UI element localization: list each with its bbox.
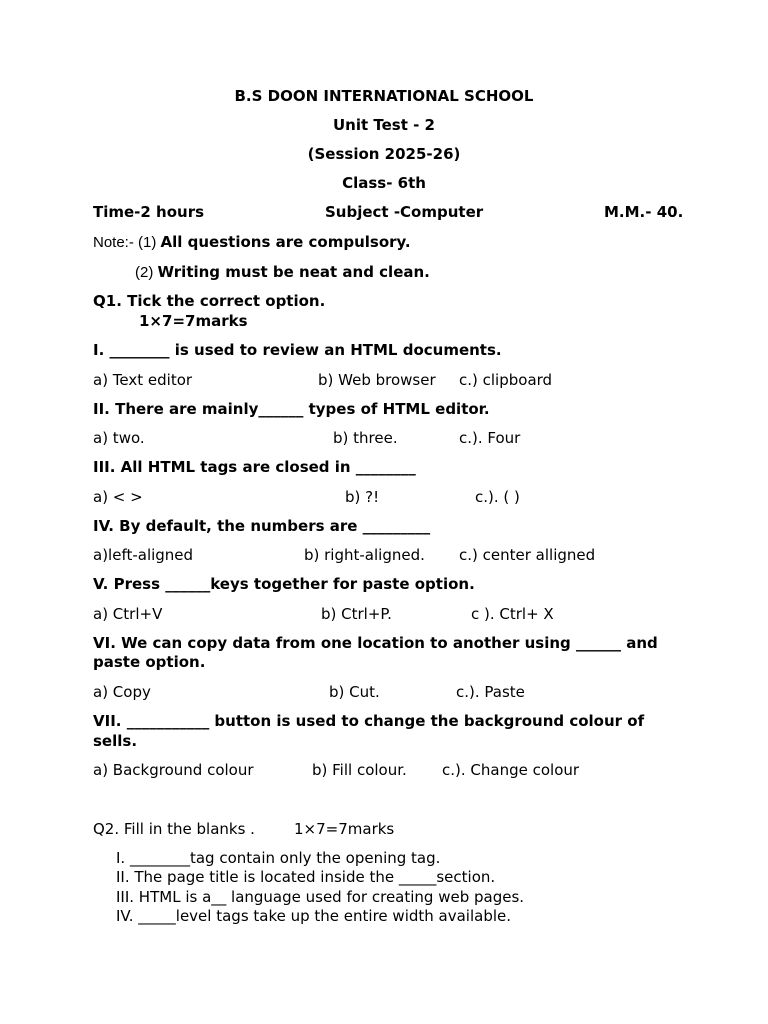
q2-item: I. ________tag contain only the opening tag. — [116, 849, 441, 867]
school-name: B.S DOON INTERNATIONAL SCHOOL — [234, 87, 534, 105]
q1-item-option-b: b) three. — [333, 429, 398, 447]
q1-item-question: VII. ___________ button is used to change the background colour of — [93, 712, 645, 730]
q1-item-option-b: b) Web browser — [318, 371, 436, 389]
q1-item-option-c: c.). Four — [459, 429, 521, 447]
note-1 — [93, 232, 411, 253]
q1-item-option-a: a)left-aligned — [93, 546, 194, 564]
test-title: Unit Test - 2 — [332, 116, 435, 134]
q1-item-option-a: a) Text editor — [93, 371, 193, 389]
note-2-text: Writing must be neat and clean. — [157, 263, 430, 281]
q1-item-option-c: c.). Change colour — [442, 761, 580, 779]
q1-item-option-b: b) Cut. — [329, 683, 380, 701]
q2-marks: 1×7=7marks — [294, 820, 395, 838]
q1-item-question: IV. By default, the numbers are _________ — [93, 517, 431, 535]
q1-item-option-a: a) Ctrl+V — [93, 605, 163, 623]
q1-item-option-a: a) Copy — [93, 683, 151, 701]
max-marks: M.M.- 40. — [604, 203, 684, 221]
q2-item: III. HTML is a__ language used for creating web pages. — [116, 888, 525, 906]
note-2 — [135, 262, 430, 283]
q1-item-option-a: a) Background colour — [93, 761, 254, 779]
q1-item-option-c: c.) clipboard — [459, 371, 553, 389]
q1-item-question-cont: paste option. — [93, 653, 206, 671]
q2-item: II. The page title is located inside the _____section. — [116, 868, 496, 886]
q1-item-option-b: b) ?! — [345, 488, 380, 506]
q1-title: Q1. Tick the correct option. — [93, 292, 326, 310]
note-label: Note:- — [93, 234, 139, 251]
q1-item-question-cont: sells. — [93, 732, 138, 750]
time-label: Time-2 hours — [93, 203, 205, 221]
q1-item-option-c: c.) center alligned — [459, 546, 596, 564]
q1-item-question: III. All HTML tags are closed in ________ — [93, 458, 416, 476]
q1-item-option-c: c ). Ctrl+ X — [471, 605, 554, 623]
subject-label: Subject -Computer — [325, 203, 484, 221]
q1-item-question: VI. We can copy data from one location to another using ______ and — [93, 634, 658, 652]
q1-item-option-b: b) Fill colour. — [312, 761, 407, 779]
q1-item-option-a: a) < > — [93, 488, 143, 506]
session: (Session 2025-26) — [307, 145, 461, 163]
q1-item-question: II. There are mainly______ types of HTML editor. — [93, 400, 490, 418]
note-1-text: All questions are compulsory. — [160, 233, 411, 251]
note-2-number: (2) — [135, 264, 158, 281]
q2-item: IV. _____level tags take up the entire width available. — [116, 907, 512, 925]
q2-title: Q2. Fill in the blanks . — [93, 820, 255, 838]
class-label: Class- 6th — [342, 174, 426, 192]
q1-item-question: I. ________ is used to review an HTML documents. — [93, 341, 502, 359]
q1-item-option-b: b) right-aligned. — [304, 546, 425, 564]
note-1-number: (1) — [138, 234, 161, 251]
q1-item-question: V. Press ______keys together for paste option. — [93, 575, 475, 593]
q1-item-option-c: c.). ( ) — [475, 488, 520, 506]
q1-item-option-c: c.). Paste — [456, 683, 525, 701]
q1-item-option-a: a) two. — [93, 429, 145, 447]
q1-item-option-b: b) Ctrl+P. — [321, 605, 392, 623]
q1-marks: 1×7=7marks — [139, 312, 248, 330]
